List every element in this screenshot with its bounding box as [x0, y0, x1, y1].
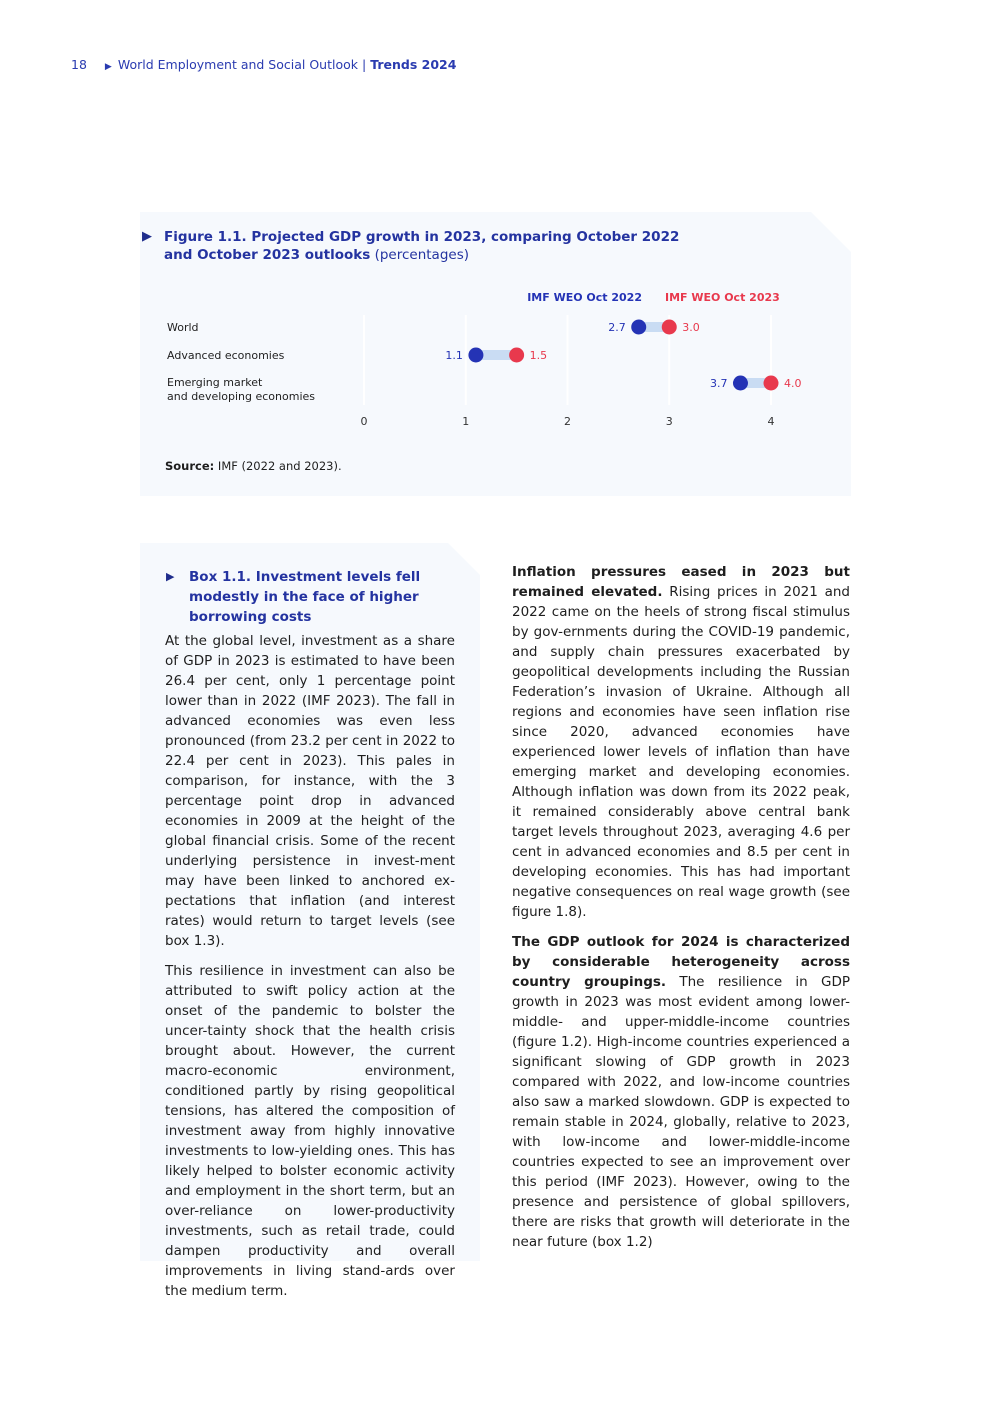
data-label-oct-2023: 1.5: [529, 349, 548, 362]
point-oct-2023: [662, 320, 677, 335]
source-text: IMF (2022 and 2023).: [214, 459, 342, 473]
point-oct-2022: [631, 320, 646, 335]
point-oct-2023: [764, 376, 779, 391]
paragraph-1-lead: Inflation pressures eased in 2023 but remained elevated.: [512, 564, 850, 600]
publication-title: World Employment and Social Outlook: [117, 57, 359, 72]
box-triangle-icon: ▶: [166, 570, 175, 583]
x-tick-label: 1: [462, 415, 470, 428]
data-label-oct-2023: 3.0: [682, 321, 700, 334]
main-paragraph-1: [512, 562, 850, 922]
box-paragraph-1: At the global level, investment as a share of GDP in 2023 is estimated to have been 26.4 per cent, only 1 percentage point lower than in 2022 (IMF 2023). The fall in advanced economies was even less pronounced (from 23.2 per cent in 2022 to 22.4 per cent in 2023). This pales in comparison, for instance, with the 3 percentage point drop in advanced economies in 2009 at the height of the global financial crisis. Some of the recent underlying persistence in invest-ment may have been linked to anchored ex-pectations that inflation (and interest rates) would return to target levels (see box 1.3).: [165, 633, 455, 949]
point-oct-2023: [509, 348, 524, 363]
data-label-oct-2022: 3.7: [709, 377, 728, 390]
category-label: World: [167, 321, 199, 334]
legend-entry-oct-2022: IMF WEO Oct 2022: [527, 291, 642, 304]
x-tick-label: 0: [360, 415, 368, 428]
main-paragraph-2: [512, 932, 850, 1252]
box-title: Box 1.1. Investment levels fell modestly in the face of higher borrowing costs: [189, 569, 421, 625]
category-label: Advanced economies: [167, 349, 285, 362]
category-label: Emerging market and developing economies: [167, 376, 316, 403]
edition-title: Trends 2024: [370, 57, 457, 72]
box-paragraph-2: This resilience in investment can also be attributed to swift policy action at the onset of the pandemic to bolster the uncer-tainty shock that the health crisis brought about. However, the current macro-economic environment, conditioned partly by rising geopolitical tensions, has altered the composition of investment away from highly innovative investments to low-yielding ones. This has likely helped to bolster economic activity and employment in the short term, but an over-reliance on lower-productivity investments, such as retail trade, could dampen productivity and overall improvements in living stand-ards over the medium term.: [165, 963, 455, 1299]
figure-title-main: Figure 1.1. Projected GDP growth in 2023, comparing October 2022 and October 2023 outlooks: [164, 229, 680, 263]
header-separator: |: [362, 57, 367, 72]
figure-triangle-icon: ▶: [142, 229, 152, 244]
paragraph-2-text: The resilience in GDP growth in 2023 was most evident among lower-middle- and upper-middle-income countries (figure 1.2). High-income countries experienced a significant slowing of GDP growth in 2023 compared with 2022, and low-income countries also saw a marked slowdown. GDP is expected to remain stable in 2024, globally, relative to 2023, with low-income and lower-middle-income countries expected to see an improvement over this period (IMF 2023). However, owing to the presence and persistence of global spillovers, there are risks that growth will deteriorate in the near future (box 1.2): [512, 974, 851, 1250]
source-label: Source:: [165, 459, 215, 473]
x-tick-label: 4: [767, 415, 775, 428]
box-body: [165, 631, 455, 1311]
running-header: [71, 57, 456, 72]
triangle-bullet-icon: ▶: [104, 62, 112, 72]
point-oct-2022: [468, 348, 483, 363]
page-number: 18: [71, 57, 87, 72]
figure-title-unit: (percentages): [370, 247, 469, 263]
paragraph-1-text: Rising prices in 2021 and 2022 came on the heels of strong fiscal stimulus by gov-ernments during the COVID-19 pandemic, and supply chain pressures exacerbated by geopolitical developments including the Russian Federation’s invasion of Ukraine. Although all regions and economies have seen inflation rise since 2020, advanced economies have experienced lower levels of inflation than have emerging market and developing economies. Although inflation was down from its 2022 peak, it remained considerably above central bank target levels throughout 2023, averaging 4.6 per cent in advanced economies and 8.5 per cent in developing economies. This has had important negative consequences on real wage growth (see figure 1.8).: [512, 584, 850, 920]
figure-title: [164, 228, 684, 264]
data-label-oct-2022: 1.1: [445, 349, 463, 362]
x-tick-label: 2: [564, 415, 571, 428]
data-label-oct-2022: 2.7: [608, 321, 626, 334]
dumbbell-chart: [140, 280, 840, 440]
main-text-column: [512, 562, 850, 1262]
x-tick-label: 3: [665, 415, 673, 428]
point-oct-2022: [733, 376, 748, 391]
data-label-oct-2023: 4.0: [784, 377, 802, 390]
legend-entry-oct-2023: IMF WEO Oct 2023: [665, 291, 780, 304]
paragraph-2-lead: The GDP outlook for 2024 is characterized by considerable heterogeneity across country groupings.: [512, 934, 850, 990]
figure-source: [165, 459, 342, 473]
